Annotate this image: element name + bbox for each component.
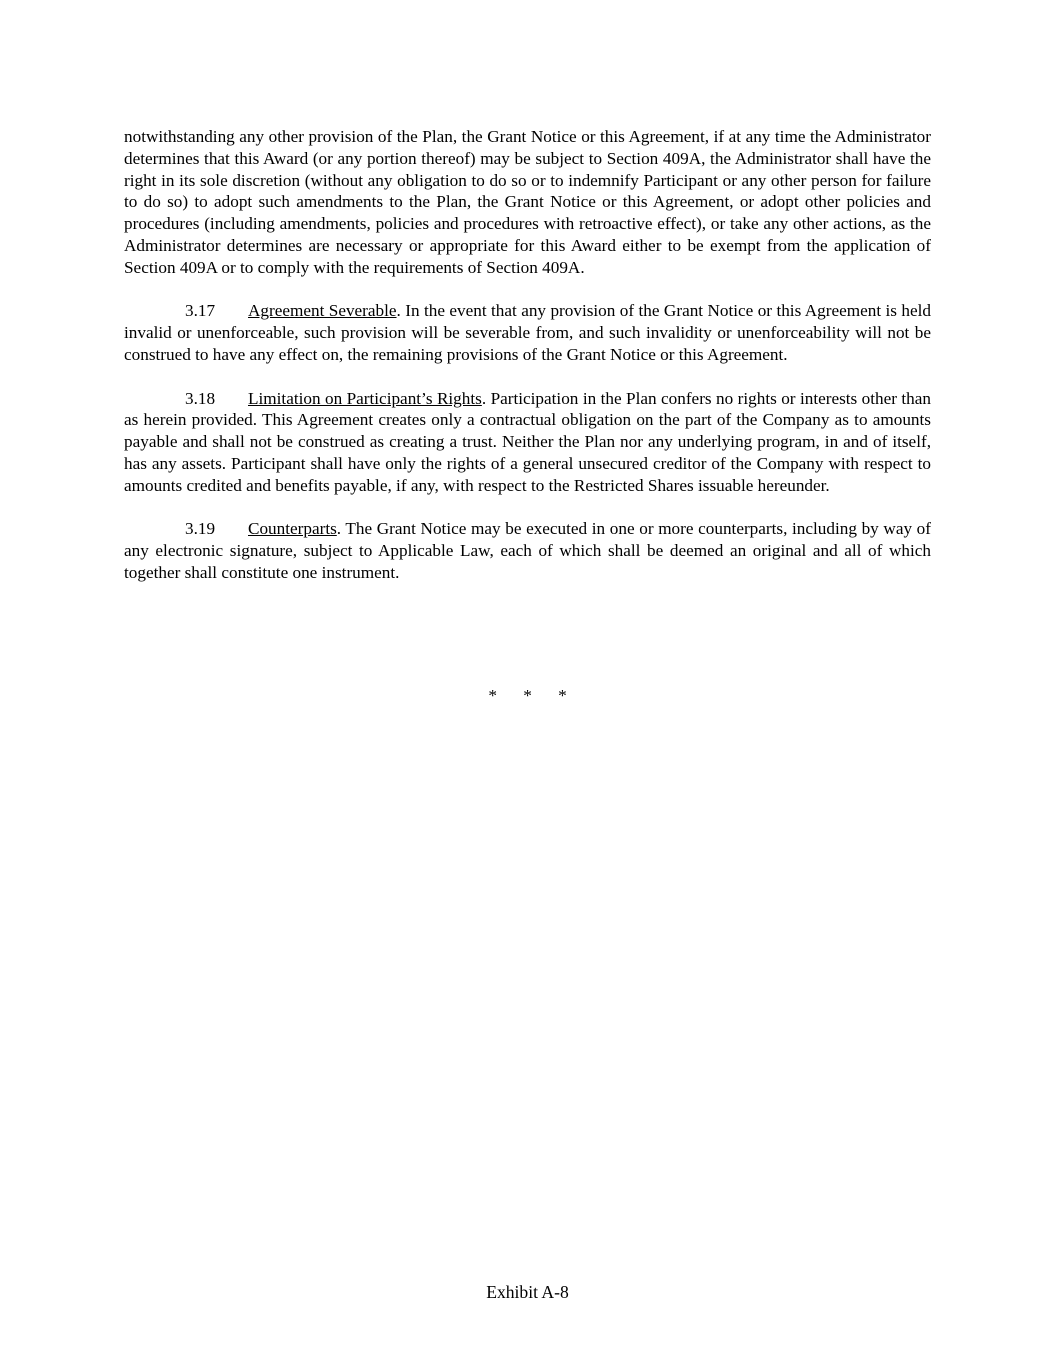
- section-body: . In the event that any provision of the Grant Notice or this Agreement is held invalid or unenforceable, such provision will be severable from, and such invalidity or unenforceability will not be construed to have any effect on, the remaining provisions of the Grant Notice or this Agreement.: [124, 301, 931, 364]
- section-3-17: [124, 300, 931, 365]
- section-number: 3.19: [185, 519, 216, 539]
- section-number: 3.17: [185, 301, 216, 321]
- section-separator: * * *: [488, 686, 567, 705]
- section-3-18: [124, 388, 931, 497]
- page-footer: Exhibit A-8: [486, 1282, 569, 1302]
- section-3-19: [124, 518, 931, 583]
- document-body: [124, 126, 931, 606]
- section-heading: Limitation on Participant’s Rights: [248, 388, 482, 408]
- section-heading: Agreement Severable: [248, 301, 397, 321]
- section-body: . The Grant Notice may be executed in one or more counterparts, including by way of any electronic signature, subject to Applicable Law, each of which shall be deemed an original and all of which together shall constitute one instrument.: [124, 519, 931, 582]
- section-number: 3.18: [185, 388, 216, 408]
- section-heading: Counterparts: [248, 519, 337, 539]
- section-body: . Participation in the Plan confers no rights or interests other than as herein provided. This Agreement creates only a contractual obligation on the part of the Company as to amounts payable and shall not be construed as creating a trust. Neither the Plan nor any underlying program, in and of itself, has any assets. Participant shall have only the rights of a general unsecured creditor of the Company with respect to amounts credited and benefits payable, if any, with respect to the Restricted Shares issuable hereunder.: [124, 388, 931, 495]
- continuation-paragraph: notwithstanding any other provision of the Plan, the Grant Notice or this Agreement, if at any time the Administrator determines that this Award (or any portion thereof) may be subject to Section 409A, the Administrator shall have the right in its sole discretion (without any obligation to do so or to indemnify Participant or any other person for failure to do so) to adopt such amendments to the Plan, the Grant Notice or this Agreement, or adopt other policies and procedures (including amendments, policies and procedures with retroactive effect), or take any other actions, as the Administrator determines are necessary or appropriate for this Award either to be exempt from the application of Section 409A or to comply with the requirements of Section 409A.: [124, 127, 931, 277]
